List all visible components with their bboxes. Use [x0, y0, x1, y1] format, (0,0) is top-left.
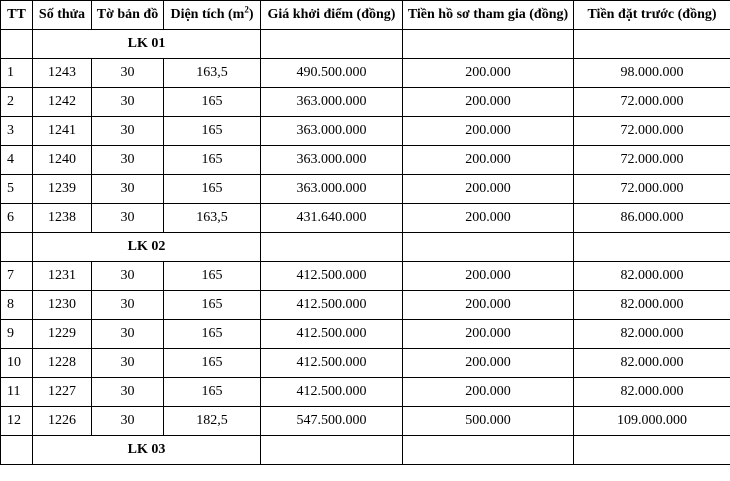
cell-to-ban-do: 30 — [92, 320, 164, 349]
cell-tien-ho-so: 200.000 — [403, 117, 574, 146]
cell-tt: 5 — [1, 175, 33, 204]
cell-gia-khoi-diem: 431.640.000 — [261, 204, 403, 233]
header-tt: TT — [1, 1, 33, 30]
header-to-ban-do: Tờ bản đồ — [92, 1, 164, 30]
table-row — [1, 204, 730, 233]
group-empty-cell — [1, 233, 33, 262]
cell-tien-dat-truoc: 72.000.000 — [574, 175, 730, 204]
cell-gia-khoi-diem: 412.500.000 — [261, 320, 403, 349]
group-empty-cell — [1, 436, 33, 465]
table-row — [1, 59, 730, 88]
cell-to-ban-do: 30 — [92, 291, 164, 320]
cell-tien-dat-truoc: 109.000.000 — [574, 407, 730, 436]
cell-gia-khoi-diem: 412.500.000 — [261, 378, 403, 407]
cell-dien-tich: 165 — [164, 291, 261, 320]
group-empty-cell — [261, 436, 403, 465]
cell-dien-tich: 165 — [164, 117, 261, 146]
cell-tt: 8 — [1, 291, 33, 320]
cell-tien-ho-so: 200.000 — [403, 204, 574, 233]
group-empty-cell — [403, 233, 574, 262]
header-dien-tich-sup: 2 — [244, 4, 249, 15]
cell-gia-khoi-diem: 363.000.000 — [261, 88, 403, 117]
header-tien-dat-truoc: Tiền đặt trước (đồng) — [574, 1, 730, 30]
group-row — [1, 233, 730, 262]
cell-gia-khoi-diem: 412.500.000 — [261, 291, 403, 320]
group-row — [1, 436, 730, 465]
group-empty-cell — [574, 233, 730, 262]
cell-so-thua: 1230 — [33, 291, 92, 320]
group-empty-cell — [574, 30, 730, 59]
header-dien-tich-text: Diện tích (m — [170, 7, 245, 22]
header-gia-khoi-diem: Giá khởi điểm (đồng) — [261, 1, 403, 30]
cell-dien-tich: 165 — [164, 349, 261, 378]
cell-dien-tich: 165 — [164, 262, 261, 291]
table-row — [1, 291, 730, 320]
cell-so-thua: 1229 — [33, 320, 92, 349]
cell-so-thua: 1226 — [33, 407, 92, 436]
cell-so-thua: 1240 — [33, 146, 92, 175]
cell-dien-tich: 165 — [164, 88, 261, 117]
header-row — [1, 1, 730, 30]
cell-tien-ho-so: 200.000 — [403, 378, 574, 407]
header-dien-tich — [164, 1, 261, 30]
cell-to-ban-do: 30 — [92, 88, 164, 117]
cell-tien-ho-so: 200.000 — [403, 146, 574, 175]
cell-tt: 9 — [1, 320, 33, 349]
group-name: LK 03 — [33, 436, 261, 465]
cell-so-thua: 1228 — [33, 349, 92, 378]
cell-so-thua: 1242 — [33, 88, 92, 117]
cell-tt: 1 — [1, 59, 33, 88]
group-empty-cell — [403, 436, 574, 465]
cell-to-ban-do: 30 — [92, 378, 164, 407]
cell-gia-khoi-diem: 412.500.000 — [261, 262, 403, 291]
cell-dien-tich: 163,5 — [164, 59, 261, 88]
cell-so-thua: 1227 — [33, 378, 92, 407]
cell-tien-ho-so: 200.000 — [403, 349, 574, 378]
header-tien-ho-so: Tiền hồ sơ tham gia (đồng) — [403, 1, 574, 30]
cell-tien-ho-so: 200.000 — [403, 175, 574, 204]
cell-gia-khoi-diem: 363.000.000 — [261, 117, 403, 146]
cell-to-ban-do: 30 — [92, 407, 164, 436]
cell-tt: 12 — [1, 407, 33, 436]
cell-dien-tich: 165 — [164, 320, 261, 349]
cell-so-thua: 1243 — [33, 59, 92, 88]
cell-dien-tich: 165 — [164, 146, 261, 175]
cell-gia-khoi-diem: 490.500.000 — [261, 59, 403, 88]
cell-tt: 7 — [1, 262, 33, 291]
cell-tien-ho-so: 200.000 — [403, 262, 574, 291]
cell-tien-ho-so: 200.000 — [403, 320, 574, 349]
table-row — [1, 407, 730, 436]
cell-tien-ho-so: 500.000 — [403, 407, 574, 436]
table-row — [1, 378, 730, 407]
group-empty-cell — [261, 30, 403, 59]
cell-to-ban-do: 30 — [92, 59, 164, 88]
cell-dien-tich: 165 — [164, 175, 261, 204]
table-row — [1, 320, 730, 349]
cell-gia-khoi-diem: 547.500.000 — [261, 407, 403, 436]
cell-to-ban-do: 30 — [92, 175, 164, 204]
cell-tt: 11 — [1, 378, 33, 407]
cell-to-ban-do: 30 — [92, 349, 164, 378]
cell-tien-dat-truoc: 82.000.000 — [574, 378, 730, 407]
cell-tien-dat-truoc: 72.000.000 — [574, 117, 730, 146]
cell-dien-tich: 165 — [164, 378, 261, 407]
cell-dien-tich: 182,5 — [164, 407, 261, 436]
cell-to-ban-do: 30 — [92, 262, 164, 291]
table-row — [1, 262, 730, 291]
cell-tien-dat-truoc: 72.000.000 — [574, 146, 730, 175]
group-empty-cell — [261, 233, 403, 262]
cell-to-ban-do: 30 — [92, 204, 164, 233]
group-name: LK 02 — [33, 233, 261, 262]
cell-tien-dat-truoc: 72.000.000 — [574, 88, 730, 117]
cell-so-thua: 1231 — [33, 262, 92, 291]
cell-so-thua: 1238 — [33, 204, 92, 233]
group-empty-cell — [403, 30, 574, 59]
cell-tt: 6 — [1, 204, 33, 233]
group-empty-cell — [1, 30, 33, 59]
cell-gia-khoi-diem: 412.500.000 — [261, 349, 403, 378]
cell-gia-khoi-diem: 363.000.000 — [261, 146, 403, 175]
cell-tien-dat-truoc: 82.000.000 — [574, 262, 730, 291]
cell-tien-dat-truoc: 82.000.000 — [574, 291, 730, 320]
cell-so-thua: 1241 — [33, 117, 92, 146]
table-row — [1, 175, 730, 204]
header-dien-tich-close: ) — [248, 7, 254, 22]
group-empty-cell — [574, 436, 730, 465]
table-row — [1, 88, 730, 117]
group-name: LK 01 — [33, 30, 261, 59]
header-so-thua: Số thửa — [33, 1, 92, 30]
cell-tien-ho-so: 200.000 — [403, 291, 574, 320]
cell-tien-ho-so: 200.000 — [403, 88, 574, 117]
group-row — [1, 30, 730, 59]
table-body — [1, 30, 730, 465]
cell-to-ban-do: 30 — [92, 146, 164, 175]
cell-tien-ho-so: 200.000 — [403, 59, 574, 88]
cell-tt: 10 — [1, 349, 33, 378]
table-row — [1, 349, 730, 378]
cell-dien-tich: 163,5 — [164, 204, 261, 233]
table-row — [1, 146, 730, 175]
table-row — [1, 117, 730, 146]
cell-tien-dat-truoc: 86.000.000 — [574, 204, 730, 233]
cell-tt: 4 — [1, 146, 33, 175]
cell-gia-khoi-diem: 363.000.000 — [261, 175, 403, 204]
cell-tt: 2 — [1, 88, 33, 117]
cell-tt: 3 — [1, 117, 33, 146]
cell-tien-dat-truoc: 82.000.000 — [574, 320, 730, 349]
cell-to-ban-do: 30 — [92, 117, 164, 146]
cell-tien-dat-truoc: 98.000.000 — [574, 59, 730, 88]
cell-tien-dat-truoc: 82.000.000 — [574, 349, 730, 378]
cell-so-thua: 1239 — [33, 175, 92, 204]
